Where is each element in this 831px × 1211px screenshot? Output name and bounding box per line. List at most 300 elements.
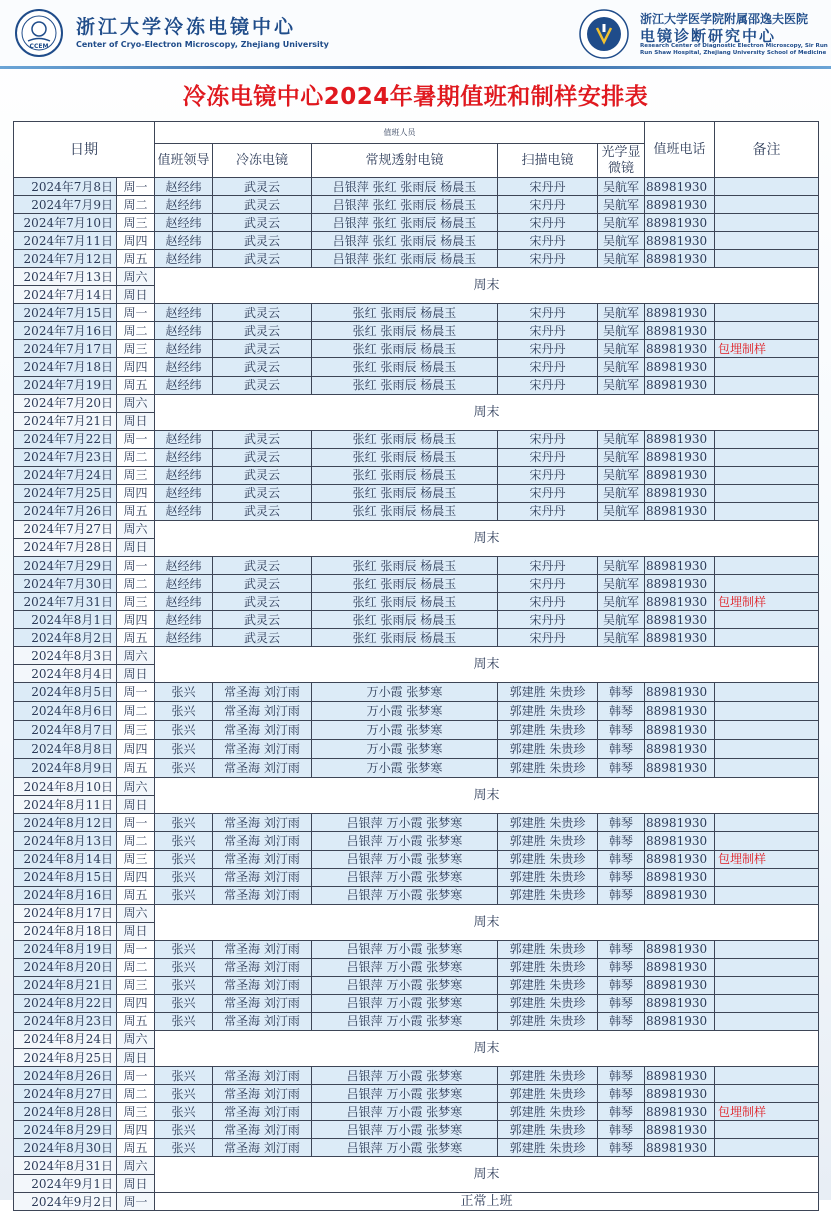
- table-row: [14, 814, 819, 832]
- date-cell: 2024年8月17日: [14, 904, 117, 922]
- optical-cell: 吴航军: [598, 322, 645, 340]
- research-center-name-cn: 电镜诊断研究中心: [640, 27, 777, 45]
- cryo-em-cell: 常圣海 刘汀雨: [213, 886, 312, 904]
- note-cell: [715, 814, 819, 832]
- phone-cell: 88981930: [645, 976, 715, 994]
- weekday-cell: 周一: [117, 1193, 155, 1211]
- tem-cell: 吕银萍 万小霞 张梦寒: [312, 940, 498, 958]
- optical-cell: 韩琴: [598, 1085, 645, 1103]
- phone-cell: 88981930: [645, 850, 715, 868]
- tem-cell: 吕银萍 万小霞 张梦寒: [312, 1067, 498, 1085]
- leader-cell: 赵经纬: [155, 430, 213, 448]
- phone-cell: 88981930: [645, 502, 715, 520]
- leader-cell: 赵经纬: [155, 304, 213, 322]
- date-cell: 2024年8月8日: [14, 740, 117, 759]
- table-row: [14, 268, 819, 286]
- weekend-merged-cell: 周末: [155, 268, 819, 304]
- date-cell: 2024年8月25日: [14, 1049, 117, 1067]
- table-row: [14, 683, 819, 702]
- phone-cell: 88981930: [645, 232, 715, 250]
- weekday-cell: 周五: [117, 1012, 155, 1030]
- weekday-cell: 周一: [117, 940, 155, 958]
- table-row: [14, 886, 819, 904]
- header-phone: 值班电话: [645, 122, 715, 178]
- note-cell: [715, 886, 819, 904]
- tem-cell: 张红 张雨辰 杨晨玉: [312, 340, 498, 358]
- leader-cell: 张兴: [155, 940, 213, 958]
- cryo-em-cell: 常圣海 刘汀雨: [213, 994, 312, 1012]
- weekday-cell: 周二: [117, 448, 155, 466]
- date-cell: 2024年7月14日: [14, 286, 117, 304]
- leader-cell: 张兴: [155, 850, 213, 868]
- sem-cell: 宋丹丹: [498, 322, 598, 340]
- sem-cell: 宋丹丹: [498, 448, 598, 466]
- phone-cell: 88981930: [645, 340, 715, 358]
- weekday-cell: 周六: [117, 520, 155, 538]
- leader-cell: 赵经纬: [155, 556, 213, 574]
- weekday-cell: 周一: [117, 430, 155, 448]
- optical-cell: 吴航军: [598, 556, 645, 574]
- table-row: [14, 376, 819, 394]
- phone-cell: 88981930: [645, 593, 715, 611]
- weekday-cell: 周日: [117, 1049, 155, 1067]
- weekday-cell: 周三: [117, 466, 155, 484]
- note-cell: [715, 740, 819, 759]
- cryo-em-cell: 武灵云: [213, 178, 312, 196]
- table-row: [14, 868, 819, 886]
- cryo-em-cell: 武灵云: [213, 232, 312, 250]
- tem-cell: 张红 张雨辰 杨晨玉: [312, 430, 498, 448]
- note-cell: [715, 575, 819, 593]
- leader-cell: 张兴: [155, 759, 213, 778]
- sem-cell: 宋丹丹: [498, 340, 598, 358]
- tem-cell: 吕银萍 张红 张雨辰 杨晨玉: [312, 178, 498, 196]
- leader-cell: 张兴: [155, 740, 213, 759]
- optical-cell: 韩琴: [598, 958, 645, 976]
- table-row: [14, 448, 819, 466]
- tem-cell: 张红 张雨辰 杨晨玉: [312, 304, 498, 322]
- weekday-cell: 周二: [117, 322, 155, 340]
- date-cell: 2024年7月27日: [14, 520, 117, 538]
- date-cell: 2024年8月14日: [14, 850, 117, 868]
- table-row: [14, 1030, 819, 1048]
- table-row: [14, 721, 819, 740]
- note-cell: 包埋制样: [715, 593, 819, 611]
- date-cell: 2024年8月26日: [14, 1067, 117, 1085]
- tem-cell: 吕银萍 万小霞 张梦寒: [312, 976, 498, 994]
- weekday-cell: 周四: [117, 484, 155, 502]
- date-cell: 2024年8月11日: [14, 796, 117, 814]
- optical-cell: 吴航军: [598, 358, 645, 376]
- leader-cell: 赵经纬: [155, 484, 213, 502]
- table-row: [14, 702, 819, 721]
- weekday-cell: 周四: [117, 358, 155, 376]
- weekday-cell: 周六: [117, 1030, 155, 1048]
- optical-cell: 韩琴: [598, 1139, 645, 1157]
- optical-cell: 吴航军: [598, 430, 645, 448]
- sem-cell: 宋丹丹: [498, 214, 598, 232]
- note-cell: [715, 721, 819, 740]
- note-cell: [715, 502, 819, 520]
- sem-cell: 宋丹丹: [498, 430, 598, 448]
- tem-cell: 张红 张雨辰 杨晨玉: [312, 593, 498, 611]
- date-cell: 2024年8月7日: [14, 721, 117, 740]
- phone-cell: 88981930: [645, 196, 715, 214]
- tem-cell: 张红 张雨辰 杨晨玉: [312, 629, 498, 647]
- date-cell: 2024年8月16日: [14, 886, 117, 904]
- phone-cell: 88981930: [645, 814, 715, 832]
- duty-roster-table: [13, 121, 819, 1211]
- cryo-em-cell: 常圣海 刘汀雨: [213, 814, 312, 832]
- cryo-em-cell: 常圣海 刘汀雨: [213, 976, 312, 994]
- cryo-em-cell: 武灵云: [213, 556, 312, 574]
- optical-cell: 吴航军: [598, 250, 645, 268]
- weekday-cell: 周日: [117, 1175, 155, 1193]
- cryo-em-cell: 武灵云: [213, 340, 312, 358]
- sem-cell: 宋丹丹: [498, 358, 598, 376]
- sem-cell: 郭建胜 朱贵珍: [498, 702, 598, 721]
- date-cell: 2024年8月3日: [14, 647, 117, 665]
- weekday-cell: 周六: [117, 647, 155, 665]
- date-cell: 2024年7月18日: [14, 358, 117, 376]
- date-cell: 2024年8月20日: [14, 958, 117, 976]
- table-row: [14, 850, 819, 868]
- date-cell: 2024年8月30日: [14, 1139, 117, 1157]
- note-cell: [715, 466, 819, 484]
- table-row: [14, 832, 819, 850]
- leader-cell: 张兴: [155, 868, 213, 886]
- cryo-em-cell: 常圣海 刘汀雨: [213, 702, 312, 721]
- table-row: [14, 304, 819, 322]
- cryo-em-cell: 常圣海 刘汀雨: [213, 1067, 312, 1085]
- note-cell: [715, 304, 819, 322]
- table-row: [14, 502, 819, 520]
- weekday-cell: 周五: [117, 886, 155, 904]
- leader-cell: 赵经纬: [155, 376, 213, 394]
- header-date: 日期: [14, 122, 155, 178]
- weekday-cell: 周三: [117, 976, 155, 994]
- weekday-cell: 周二: [117, 702, 155, 721]
- leader-cell: 张兴: [155, 814, 213, 832]
- weekday-cell: 周五: [117, 250, 155, 268]
- date-cell: 2024年8月31日: [14, 1157, 117, 1175]
- note-cell: 包埋制样: [715, 340, 819, 358]
- header-staff-group: 值班人员: [155, 122, 645, 144]
- sem-cell: 宋丹丹: [498, 484, 598, 502]
- phone-cell: 88981930: [645, 629, 715, 647]
- phone-cell: 88981930: [645, 759, 715, 778]
- optical-cell: 韩琴: [598, 886, 645, 904]
- leader-cell: 赵经纬: [155, 575, 213, 593]
- date-cell: 2024年7月13日: [14, 268, 117, 286]
- date-cell: 2024年7月21日: [14, 412, 117, 430]
- date-cell: 2024年8月28日: [14, 1103, 117, 1121]
- note-cell: [715, 611, 819, 629]
- note-cell: [715, 322, 819, 340]
- phone-cell: 88981930: [645, 740, 715, 759]
- note-cell: [715, 178, 819, 196]
- sem-cell: 郭建胜 朱贵珍: [498, 940, 598, 958]
- weekday-cell: 周四: [117, 868, 155, 886]
- sem-cell: 郭建胜 朱贵珍: [498, 886, 598, 904]
- date-cell: 2024年8月29日: [14, 1121, 117, 1139]
- optical-cell: 韩琴: [598, 721, 645, 740]
- note-cell: [715, 683, 819, 702]
- phone-cell: 88981930: [645, 721, 715, 740]
- date-cell: 2024年8月19日: [14, 940, 117, 958]
- phone-cell: 88981930: [645, 376, 715, 394]
- phone-cell: 88981930: [645, 683, 715, 702]
- date-cell: 2024年8月23日: [14, 1012, 117, 1030]
- date-cell: 2024年8月22日: [14, 994, 117, 1012]
- cryo-em-cell: 武灵云: [213, 322, 312, 340]
- table-row: [14, 322, 819, 340]
- sem-cell: 郭建胜 朱贵珍: [498, 814, 598, 832]
- cryo-em-cell: 武灵云: [213, 575, 312, 593]
- leader-cell: 赵经纬: [155, 322, 213, 340]
- cryo-em-cell: 武灵云: [213, 593, 312, 611]
- weekday-cell: 周日: [117, 922, 155, 940]
- tem-cell: 万小霞 张梦寒: [312, 702, 498, 721]
- note-cell: [715, 556, 819, 574]
- sem-cell: 郭建胜 朱贵珍: [498, 1103, 598, 1121]
- table-row: [14, 611, 819, 629]
- table-row: [14, 1085, 819, 1103]
- table-row: [14, 1012, 819, 1030]
- table-row: [14, 740, 819, 759]
- header-tem: 常规透射电镜: [312, 144, 498, 178]
- phone-cell: 88981930: [645, 304, 715, 322]
- sem-cell: 郭建胜 朱贵珍: [498, 832, 598, 850]
- date-cell: 2024年8月6日: [14, 702, 117, 721]
- date-cell: 2024年7月29日: [14, 556, 117, 574]
- date-cell: 2024年8月1日: [14, 611, 117, 629]
- phone-cell: 88981930: [645, 832, 715, 850]
- header-sem: 扫描电镜: [498, 144, 598, 178]
- tem-cell: 万小霞 张梦寒: [312, 721, 498, 740]
- table-row: [14, 196, 819, 214]
- weekday-cell: 周五: [117, 759, 155, 778]
- leader-cell: 张兴: [155, 683, 213, 702]
- table-row: [14, 1121, 819, 1139]
- optical-cell: 吴航军: [598, 484, 645, 502]
- date-cell: 2024年7月30日: [14, 575, 117, 593]
- table-row: [14, 466, 819, 484]
- cryo-em-cell: 常圣海 刘汀雨: [213, 850, 312, 868]
- note-cell: [715, 430, 819, 448]
- date-cell: 2024年8月21日: [14, 976, 117, 994]
- sem-cell: 宋丹丹: [498, 304, 598, 322]
- tem-cell: 张红 张雨辰 杨晨玉: [312, 376, 498, 394]
- table-row: [14, 556, 819, 574]
- cryo-em-cell: 常圣海 刘汀雨: [213, 1139, 312, 1157]
- leader-cell: 赵经纬: [155, 593, 213, 611]
- weekday-cell: 周四: [117, 232, 155, 250]
- weekday-cell: 周四: [117, 994, 155, 1012]
- date-cell: 2024年7月24日: [14, 466, 117, 484]
- weekday-cell: 周五: [117, 502, 155, 520]
- date-cell: 2024年8月27日: [14, 1085, 117, 1103]
- table-row: [14, 1157, 819, 1175]
- tem-cell: 万小霞 张梦寒: [312, 759, 498, 778]
- table-row: [14, 759, 819, 778]
- weekend-merged-cell: 周末: [155, 904, 819, 940]
- cryo-em-cell: 常圣海 刘汀雨: [213, 683, 312, 702]
- optical-cell: 韩琴: [598, 814, 645, 832]
- weekday-cell: 周日: [117, 796, 155, 814]
- table-row: [14, 214, 819, 232]
- table-row: [14, 178, 819, 196]
- phone-cell: 88981930: [645, 178, 715, 196]
- cryo-em-cell: 武灵云: [213, 448, 312, 466]
- weekday-cell: 周六: [117, 778, 155, 796]
- date-cell: 2024年7月19日: [14, 376, 117, 394]
- date-cell: 2024年7月26日: [14, 502, 117, 520]
- leader-cell: 张兴: [155, 1121, 213, 1139]
- sem-cell: 郭建胜 朱贵珍: [498, 1012, 598, 1030]
- tem-cell: 万小霞 张梦寒: [312, 740, 498, 759]
- cryo-em-cell: 常圣海 刘汀雨: [213, 958, 312, 976]
- phone-cell: 88981930: [645, 702, 715, 721]
- leader-cell: 张兴: [155, 702, 213, 721]
- optical-cell: 吴航军: [598, 466, 645, 484]
- note-cell: [715, 702, 819, 721]
- svg-text:CCEM: CCEM: [29, 43, 49, 50]
- sem-cell: 宋丹丹: [498, 250, 598, 268]
- tem-cell: 张红 张雨辰 杨晨玉: [312, 484, 498, 502]
- optical-cell: 吴航军: [598, 629, 645, 647]
- note-cell: [715, 376, 819, 394]
- optical-cell: 韩琴: [598, 976, 645, 994]
- tem-cell: 吕银萍 万小霞 张梦寒: [312, 1103, 498, 1121]
- phone-cell: 88981930: [645, 958, 715, 976]
- research-center-name-en: Research Center of Diagnostic Electron Microscopy, Sir Run Run Shaw Hospital, Zhejiang University School of Medicine: [640, 43, 828, 56]
- sem-cell: 郭建胜 朱贵珍: [498, 1085, 598, 1103]
- page-title: 冷冻电镜中心2024年暑期值班和制样安排表: [182, 84, 649, 110]
- table-row: [14, 976, 819, 994]
- leader-cell: 张兴: [155, 1012, 213, 1030]
- sem-cell: 郭建胜 朱贵珍: [498, 721, 598, 740]
- weekday-cell: 周二: [117, 958, 155, 976]
- optical-cell: 韩琴: [598, 1121, 645, 1139]
- tem-cell: 吕银萍 万小霞 张梦寒: [312, 994, 498, 1012]
- note-cell: [715, 832, 819, 850]
- cryo-em-center-logo-icon: [14, 8, 64, 58]
- leader-cell: 赵经纬: [155, 358, 213, 376]
- sem-cell: 宋丹丹: [498, 575, 598, 593]
- hospital-logo-icon: [578, 8, 630, 60]
- cryo-em-cell: 常圣海 刘汀雨: [213, 1012, 312, 1030]
- weekday-cell: 周二: [117, 832, 155, 850]
- weekend-merged-cell: 周末: [155, 647, 819, 683]
- date-cell: 2024年7月15日: [14, 304, 117, 322]
- date-cell: 2024年7月10日: [14, 214, 117, 232]
- phone-cell: 88981930: [645, 1067, 715, 1085]
- weekday-cell: 周一: [117, 814, 155, 832]
- header-optical: 光学显微镜: [598, 144, 645, 178]
- normal-work-merged-cell: 正常上班: [155, 1193, 819, 1211]
- table-row: [14, 1067, 819, 1085]
- sem-cell: 宋丹丹: [498, 502, 598, 520]
- optical-cell: 吴航军: [598, 575, 645, 593]
- table-row: [14, 430, 819, 448]
- tem-cell: 张红 张雨辰 杨晨玉: [312, 611, 498, 629]
- optical-cell: 吴航军: [598, 593, 645, 611]
- phone-cell: 88981930: [645, 214, 715, 232]
- date-cell: 2024年7月11日: [14, 232, 117, 250]
- center-name-en: Center of Cryo-Electron Microscopy, Zhejiang University: [76, 40, 329, 49]
- phone-cell: 88981930: [645, 611, 715, 629]
- sem-cell: 郭建胜 朱贵珍: [498, 868, 598, 886]
- sem-cell: 宋丹丹: [498, 178, 598, 196]
- leader-cell: 张兴: [155, 1139, 213, 1157]
- optical-cell: 韩琴: [598, 702, 645, 721]
- date-cell: 2024年7月23日: [14, 448, 117, 466]
- tem-cell: 张红 张雨辰 杨晨玉: [312, 448, 498, 466]
- table-row: [14, 904, 819, 922]
- date-cell: 2024年8月9日: [14, 759, 117, 778]
- sem-cell: 郭建胜 朱贵珍: [498, 958, 598, 976]
- table-row: [14, 940, 819, 958]
- note-cell: [715, 358, 819, 376]
- sem-cell: 郭建胜 朱贵珍: [498, 759, 598, 778]
- sem-cell: 郭建胜 朱贵珍: [498, 994, 598, 1012]
- tem-cell: 吕银萍 万小霞 张梦寒: [312, 850, 498, 868]
- date-cell: 2024年8月10日: [14, 778, 117, 796]
- sem-cell: 宋丹丹: [498, 376, 598, 394]
- phone-cell: 88981930: [645, 575, 715, 593]
- table-row: [14, 958, 819, 976]
- cryo-em-cell: 武灵云: [213, 484, 312, 502]
- phone-cell: 88981930: [645, 430, 715, 448]
- note-cell: [715, 940, 819, 958]
- date-cell: 2024年7月20日: [14, 394, 117, 412]
- cryo-em-cell: 常圣海 刘汀雨: [213, 721, 312, 740]
- leader-cell: 张兴: [155, 994, 213, 1012]
- tem-cell: 吕银萍 万小霞 张梦寒: [312, 832, 498, 850]
- weekday-cell: 周六: [117, 394, 155, 412]
- weekday-cell: 周五: [117, 376, 155, 394]
- sem-cell: 宋丹丹: [498, 466, 598, 484]
- table-row: [14, 1103, 819, 1121]
- sem-cell: 郭建胜 朱贵珍: [498, 683, 598, 702]
- note-cell: [715, 1139, 819, 1157]
- note-cell: [715, 484, 819, 502]
- note-cell: [715, 976, 819, 994]
- weekday-cell: 周三: [117, 1103, 155, 1121]
- phone-cell: 88981930: [645, 1139, 715, 1157]
- note-cell: [715, 994, 819, 1012]
- tem-cell: 吕银萍 万小霞 张梦寒: [312, 814, 498, 832]
- phone-cell: 88981930: [645, 358, 715, 376]
- weekday-cell: 周六: [117, 1157, 155, 1175]
- optical-cell: 吴航军: [598, 214, 645, 232]
- roster-body: [14, 178, 819, 1211]
- weekday-cell: 周三: [117, 214, 155, 232]
- cryo-em-cell: 武灵云: [213, 376, 312, 394]
- tem-cell: 吕银萍 张红 张雨辰 杨晨玉: [312, 196, 498, 214]
- sem-cell: 宋丹丹: [498, 232, 598, 250]
- weekday-cell: 周四: [117, 1121, 155, 1139]
- weekday-cell: 周三: [117, 721, 155, 740]
- tem-cell: 张红 张雨辰 杨晨玉: [312, 358, 498, 376]
- leader-cell: 赵经纬: [155, 178, 213, 196]
- phone-cell: 88981930: [645, 466, 715, 484]
- leader-cell: 张兴: [155, 1103, 213, 1121]
- note-cell: 包埋制样: [715, 1103, 819, 1121]
- cryo-em-cell: 常圣海 刘汀雨: [213, 832, 312, 850]
- optical-cell: 韩琴: [598, 940, 645, 958]
